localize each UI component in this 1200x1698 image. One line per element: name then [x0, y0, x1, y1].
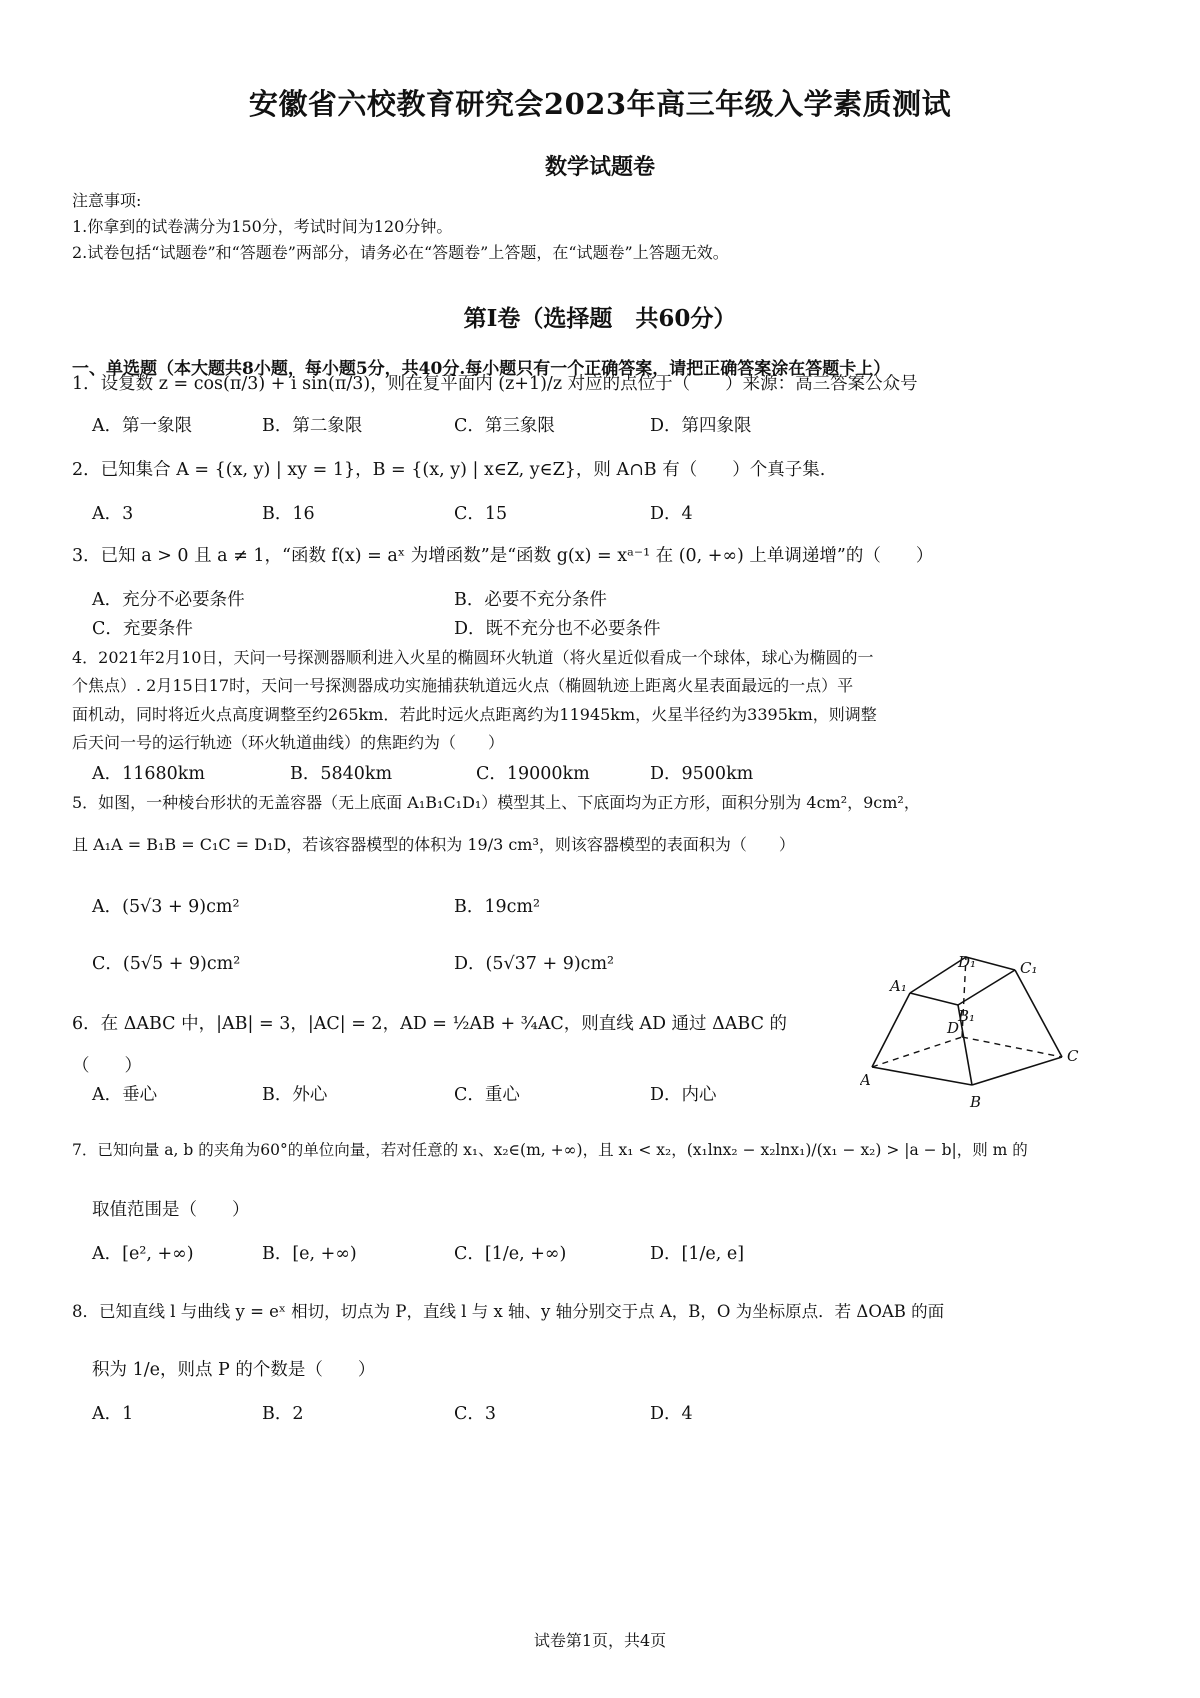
option-d[interactable]: D．[1/e, e] [650, 1244, 745, 1264]
notice-item: 2.试卷包括“试题卷”和“答题卷”两部分，请务必在“答题卷”上答题，在“试题卷”上答题无效。 [72, 243, 729, 262]
option-b[interactable]: B．[e, +∞) [262, 1244, 357, 1264]
edge-cc1 [1015, 970, 1062, 1057]
label-b1: B₁ [958, 1007, 976, 1025]
option-b[interactable]: B．5840km [290, 764, 393, 784]
notice-heading: 注意事项: [72, 191, 142, 210]
option-b[interactable]: B．必要不充分条件 [454, 590, 607, 610]
option-a[interactable]: A．充分不必要条件 [92, 590, 245, 610]
option-d[interactable]: D．4 [650, 504, 693, 524]
label-c1: C₁ [1020, 959, 1038, 977]
option-d[interactable]: D．内心 [650, 1085, 717, 1105]
option-a[interactable]: A．1 [92, 1404, 134, 1424]
edge-a1b1 [910, 993, 958, 1005]
section-title: 第I卷（选择题 共60分） [463, 305, 737, 332]
option-a[interactable]: A．第一象限 [92, 416, 193, 436]
option-a[interactable]: A．[e², +∞) [92, 1244, 194, 1264]
question-5: 5．如图，一种棱台形状的无盖容器（无上底面 A₁B₁C₁D₁）模型其上、下底面均为正方形，面积分别为 4cm²，9cm²， [72, 793, 920, 812]
option-c[interactable]: C．[1/e, +∞) [454, 1244, 567, 1264]
edge-bc [972, 1057, 1062, 1085]
label-d: D [947, 1019, 960, 1037]
page-subtitle: 数学试题卷 [544, 154, 655, 180]
option-c[interactable]: C．3 [454, 1404, 497, 1424]
option-a[interactable]: A．垂心 [92, 1085, 158, 1105]
option-b[interactable]: B．2 [262, 1404, 304, 1424]
question-6-line: （ ） [72, 1056, 142, 1076]
option-c[interactable]: C．充要条件 [92, 619, 193, 639]
option-b[interactable]: B．外心 [262, 1085, 328, 1105]
option-c[interactable]: C．19000km [476, 764, 590, 784]
option-d[interactable]: D．既不充分也不必要条件 [454, 619, 661, 639]
option-b[interactable]: B．第二象限 [262, 416, 363, 436]
question-4-line: 面机动，同时将近火点高度调整至约265km．若此时远火点距离约为11945km，火星半径约为3395km，则调整 [72, 705, 877, 724]
frustum-figure [860, 955, 1120, 1160]
edge-ab [872, 1067, 972, 1085]
question-8-line: 积为 1/e，则点 P 的个数是（ ） [92, 1360, 376, 1380]
label-c: C [1067, 1047, 1079, 1065]
option-d[interactable]: D．(5√37 + 9)cm² [454, 954, 615, 974]
label-a: A [860, 1071, 871, 1089]
option-c[interactable]: C．15 [454, 504, 508, 524]
option-d[interactable]: D．9500km [650, 764, 754, 784]
page-footer: 试卷第1页，共4页 [533, 1631, 667, 1650]
question-2: 2．已知集合 A = {(x, y) | xy = 1}，B = {(x, y) | x∈Z, y∈Z}，则 A∩B 有（ ）个真子集. [72, 460, 826, 480]
option-a[interactable]: A．3 [92, 504, 134, 524]
question-5-line: 且 A₁A = B₁B = C₁C = D₁D，若该容器模型的体积为 19/3 cm³，则该容器模型的表面积为（ ） [72, 835, 795, 854]
edge-dc [962, 1037, 1062, 1057]
option-a[interactable]: A．11680km [92, 764, 206, 784]
label-b: B [970, 1093, 982, 1111]
question-3: 3．已知 a > 0 且 a ≠ 1，“函数 f(x) = aˣ 为增函数”是“函数 g(x) = xᵃ⁻¹ 在 (0, +∞) 上单调递增”的（ ） [72, 546, 934, 566]
option-c[interactable]: C．(5√5 + 9)cm² [92, 954, 241, 974]
option-c[interactable]: C．重心 [454, 1085, 520, 1105]
label-d1: D₁ [958, 955, 977, 971]
question-4-line: 个焦点）. 2月15日17时，天问一号探测器成功实施捕获轨道远火点（椭圆轨迹上距离火星表面最远的一点）平 [72, 676, 854, 695]
question-1: 1．设复数 z = cos(π/3) + i sin(π/3)，则在复平面内 (z+1)/z 对应的点位于（ ）来源：高三答案公众号 [72, 374, 918, 394]
edge-b1c1 [958, 970, 1015, 1005]
option-b[interactable]: B．16 [262, 504, 315, 524]
question-8: 8．已知直线 l 与曲线 y = eˣ 相切，切点为 P，直线 l 与 x 轴、y 轴分别交于点 A，B，O 为坐标原点．若 ΔOAB 的面 [72, 1302, 945, 1321]
option-d[interactable]: D．4 [650, 1404, 693, 1424]
option-c[interactable]: C．第三象限 [454, 416, 555, 436]
question-4-line: 后天问一号的运行轨迹（环火轨道曲线）的焦距约为（ ） [72, 733, 505, 752]
question-6: 6．在 ΔABC 中，|AB| = 3，|AC| = 2，AD = ½AB + ¾AC，则直线 AD 通过 ΔABC 的 [72, 1014, 788, 1034]
page-title: 安徽省六校教育研究会2023年高三年级入学素质测试 [248, 87, 952, 121]
option-d[interactable]: D．第四象限 [650, 416, 752, 436]
question-4: 4．2021年2月10日，天问一号探测器顺利进入火星的椭圆环火轨道（将火星近似看成一个球体，球心为椭圆的一 [72, 648, 874, 667]
part-heading: 一、单选题（本大题共8小题，每小题5分，共40分.每小题只有一个正确答案，请把正确答案涂在答题卡上） [72, 359, 891, 379]
notice-item: 1.你拿到的试卷满分为150分，考试时间为120分钟。 [72, 217, 453, 236]
question-7: 7．已知向量 a, b 的夹角为60°的单位向量，若对任意的 x₁、x₂∈(m, +∞)，且 x₁ < x₂，(x₁lnx₂ − x₂lnx₁)/(x₁ − x₂) > |a − b|，则 m 的 [72, 1141, 1028, 1159]
label-a1: A₁ [890, 977, 907, 995]
option-b[interactable]: B．19cm² [454, 897, 541, 917]
option-a[interactable]: A．(5√3 + 9)cm² [92, 897, 240, 917]
question-7-line: 取值范围是（ ） [92, 1200, 250, 1220]
